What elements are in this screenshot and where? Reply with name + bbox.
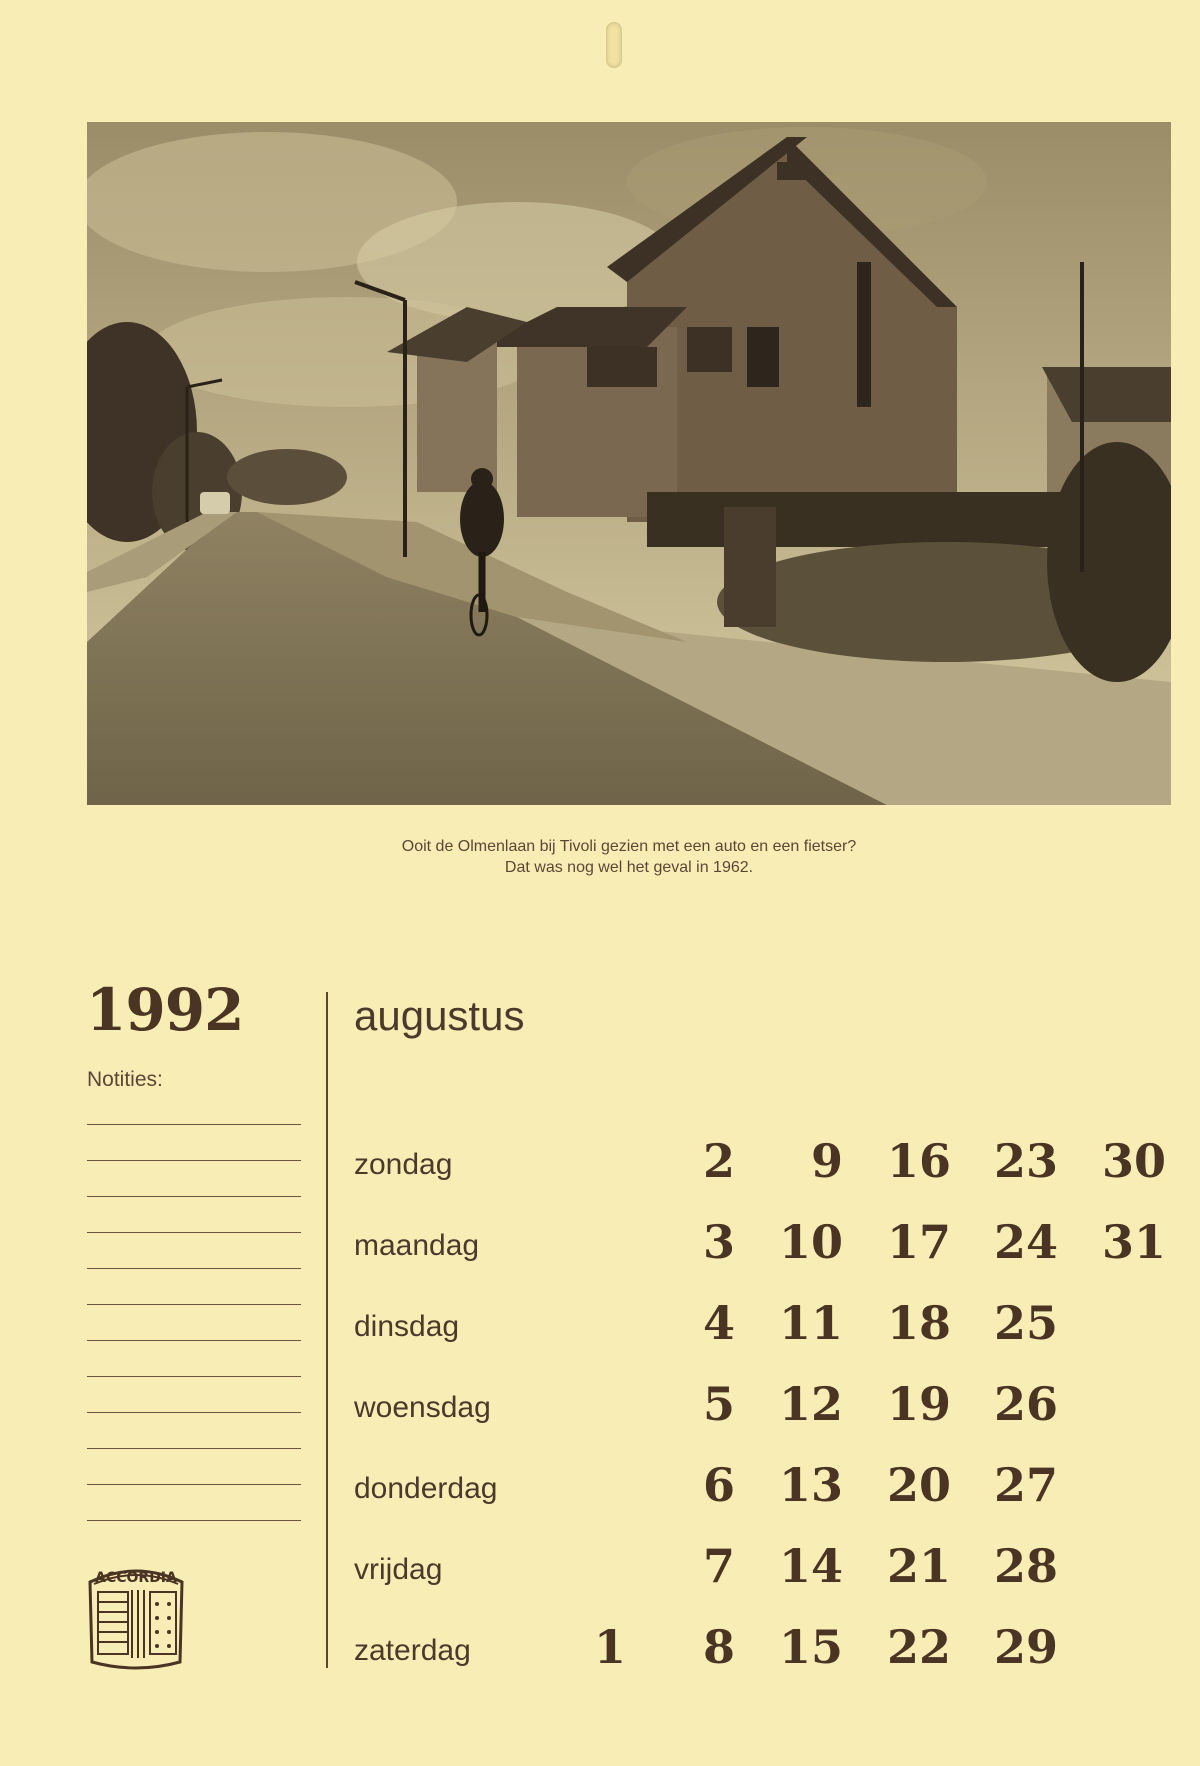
date-number: 27 xyxy=(993,1458,1058,1512)
date-number: 4 xyxy=(702,1296,735,1350)
notes-line xyxy=(87,1485,301,1521)
notes-lines xyxy=(87,1124,301,1521)
date-number: 23 xyxy=(993,1134,1058,1188)
date-number: 14 xyxy=(778,1539,843,1593)
notes-line xyxy=(87,1161,301,1197)
notes-line xyxy=(87,1197,301,1233)
notes-label: Notities: xyxy=(87,1068,163,1091)
week-row xyxy=(354,1207,1184,1271)
date-number: 16 xyxy=(886,1134,951,1188)
notes-line xyxy=(87,1233,301,1269)
day-name: woensdag xyxy=(354,1391,491,1424)
accordion-icon xyxy=(84,1562,188,1672)
calendar-year: 1992 xyxy=(86,976,244,1044)
column-divider xyxy=(326,992,328,1668)
date-number: 13 xyxy=(778,1458,843,1512)
date-number: 8 xyxy=(702,1620,735,1674)
date-number: 9 xyxy=(810,1134,843,1188)
date-number: 2 xyxy=(702,1134,735,1188)
notes-line xyxy=(87,1413,301,1449)
month-title: augustus xyxy=(354,992,525,1039)
day-name: dinsdag xyxy=(354,1310,460,1343)
week-row xyxy=(354,1531,1184,1595)
day-name: maandag xyxy=(354,1229,480,1262)
date-number: 15 xyxy=(778,1620,843,1674)
notes-line xyxy=(87,1305,301,1341)
day-name: vrijdag xyxy=(354,1553,443,1586)
date-number: 24 xyxy=(993,1215,1058,1269)
date-number: 19 xyxy=(886,1377,951,1431)
date-number: 20 xyxy=(886,1458,951,1512)
date-number: 12 xyxy=(778,1377,843,1431)
date-number: 7 xyxy=(702,1539,735,1593)
caption-line-1: Ooit de Olmenlaan bij Tivoli gezien met een auto en een fietser? xyxy=(401,838,857,855)
date-number: 17 xyxy=(886,1215,951,1269)
date-number: 11 xyxy=(778,1296,843,1350)
caption-line-2: Dat was nog wel het geval in 1962. xyxy=(504,859,754,876)
notes-line xyxy=(87,1449,301,1485)
notes-line xyxy=(87,1269,301,1305)
date-number: 28 xyxy=(993,1539,1058,1593)
date-number: 5 xyxy=(702,1377,735,1431)
week-row xyxy=(354,1450,1184,1514)
date-number: 6 xyxy=(702,1458,735,1512)
date-number: 30 xyxy=(1101,1134,1166,1188)
date-number: 21 xyxy=(886,1539,951,1593)
week-row xyxy=(354,1288,1184,1352)
date-number: 22 xyxy=(886,1620,951,1674)
notes-line xyxy=(87,1341,301,1377)
photo-caption xyxy=(87,836,1171,878)
street-photo-drawing xyxy=(87,122,1171,805)
date-number: 3 xyxy=(702,1215,735,1269)
date-number: 26 xyxy=(993,1377,1058,1431)
week-row xyxy=(354,1612,1184,1676)
notes-line xyxy=(87,1125,301,1161)
day-name: zaterdag xyxy=(354,1634,471,1667)
notes-line xyxy=(87,1377,301,1413)
street-photo xyxy=(87,122,1171,805)
week-row xyxy=(354,1369,1184,1433)
date-number: 29 xyxy=(993,1620,1058,1674)
date-number: 18 xyxy=(886,1296,951,1350)
date-number: 31 xyxy=(1101,1215,1166,1269)
day-name: zondag xyxy=(354,1148,453,1181)
day-name: donderdag xyxy=(354,1472,498,1505)
date-number: 10 xyxy=(778,1215,843,1269)
date-number: 25 xyxy=(993,1296,1058,1350)
week-row xyxy=(354,1126,1184,1190)
accordia-logo xyxy=(84,1562,188,1672)
logo-text: ACCORDIA xyxy=(95,1570,177,1586)
hanging-hole xyxy=(606,22,622,68)
date-number: 1 xyxy=(593,1620,626,1674)
